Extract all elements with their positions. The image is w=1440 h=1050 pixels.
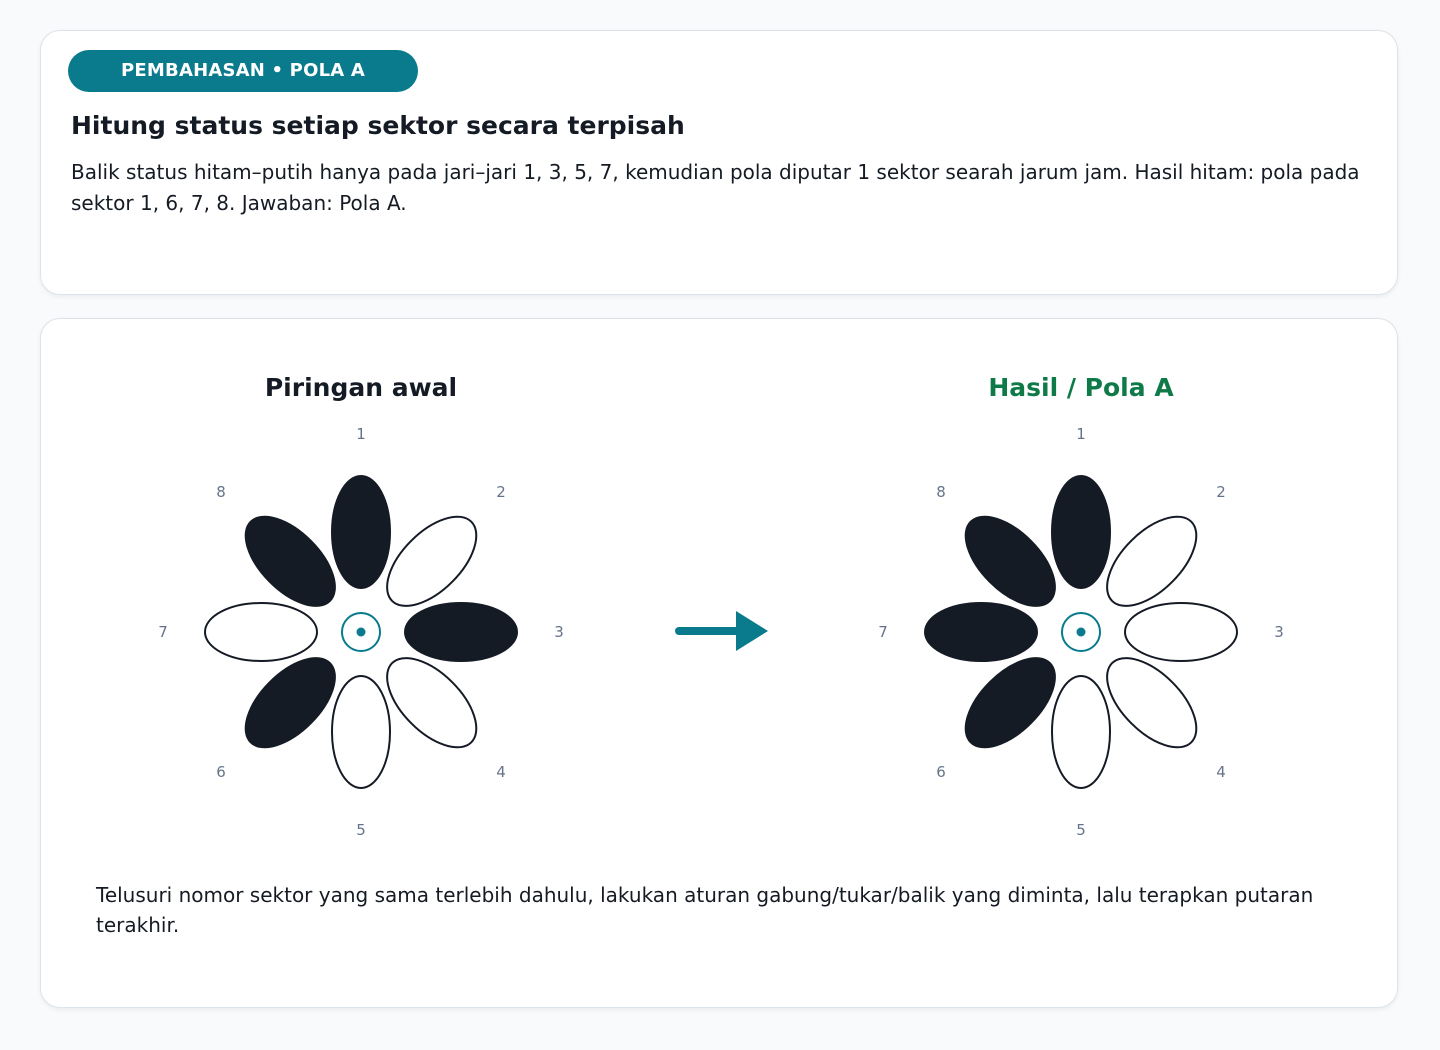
initial-sector-label-4: 4 [496, 763, 506, 781]
result-sector-label-7: 7 [878, 623, 888, 641]
hint-text: Telusuri nomor sektor yang sama terlebih dahulu, lakukan aturan gabung/tukar/balik yang diminta, lalu terapkan putaran terakhir. [96, 883, 1314, 937]
initial-sector-label-8: 8 [216, 483, 226, 501]
initial-sector-label-7: 7 [158, 623, 168, 641]
result-center-dot [1077, 628, 1086, 637]
result-sector-label-8: 8 [936, 483, 946, 501]
initial-petal-3 [405, 603, 517, 661]
initial-petal-7 [205, 603, 317, 661]
result-disc [878, 425, 1284, 839]
initial-sector-label-2: 2 [496, 483, 506, 501]
explanation-badge: PEMBAHASAN • POLA A [68, 50, 418, 92]
result-sector-label-2: 2 [1216, 483, 1226, 501]
initial-petal-5 [332, 676, 390, 788]
explanation-description: Balik status hitam–putih hanya pada jari–jari 1, 3, 5, 7, kemudian pola diputar 1 sektor searah jarum jam. Hasil hitam: pola pada sektor 1, 6, 7, 8. Jawaban: Pola A. [71, 160, 1360, 215]
result-petal-7 [925, 603, 1037, 661]
initial-disc [158, 425, 564, 839]
result-sector-label-6: 6 [936, 763, 946, 781]
result-sector-label-3: 3 [1274, 623, 1284, 641]
result-petal-3 [1125, 603, 1237, 661]
explanation-title: Hitung status setiap sektor secara terpisah [71, 111, 685, 140]
initial-sector-label-3: 3 [554, 623, 564, 641]
initial-sector-label-5: 5 [356, 821, 366, 839]
left-panel-title: Piringan awal [264, 373, 458, 402]
arrow-right-icon [679, 611, 768, 651]
result-petal-5 [1052, 676, 1110, 788]
right-panel-title: Hasil / Pola A [988, 373, 1174, 402]
figure-card [40, 318, 1398, 1008]
result-sector-label-5: 5 [1076, 821, 1086, 839]
result-sector-label-4: 4 [1216, 763, 1226, 781]
initial-sector-label-1: 1 [356, 425, 366, 443]
result-petal-1 [1052, 476, 1110, 588]
result-sector-label-1: 1 [1076, 425, 1086, 443]
initial-petal-1 [332, 476, 390, 588]
initial-center-dot [357, 628, 366, 637]
initial-sector-label-6: 6 [216, 763, 226, 781]
explanation-card [40, 30, 1398, 295]
